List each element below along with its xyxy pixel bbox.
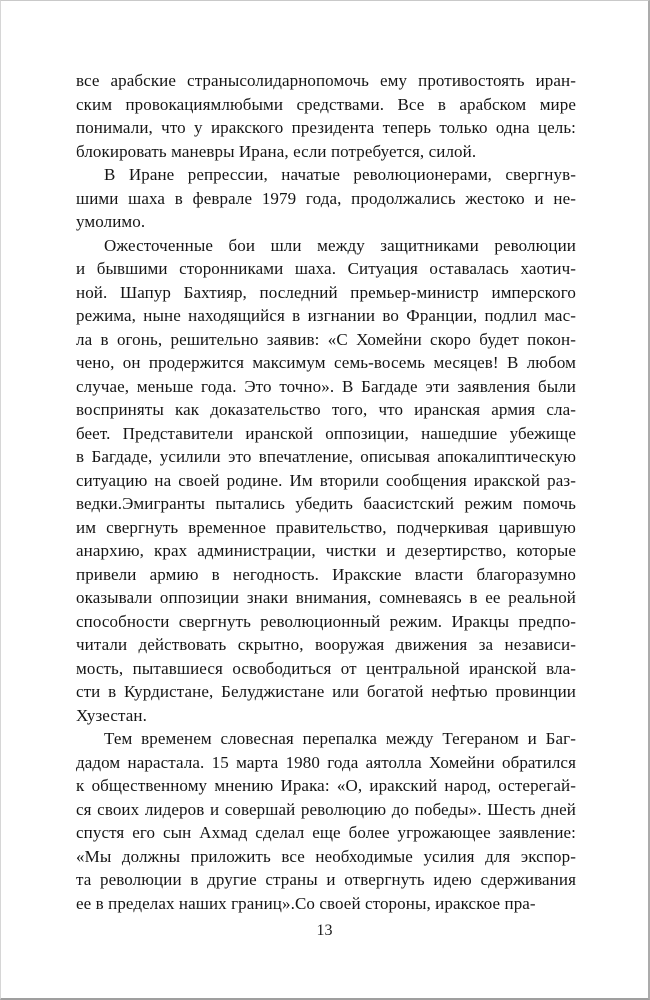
text-line: умолимо. — [76, 212, 146, 231]
text-line: анархию, крах администрации, чистки и дезертирство, которые — [76, 541, 576, 560]
page-number: 13 — [316, 922, 333, 939]
text-line: ной. Шапур Бахтияр, последний премьер-министр имперского — [76, 282, 576, 302]
text-line: В Иране репрессии, начатые революционерами, свергнув- — [104, 165, 576, 184]
text-line: к общественному мнению Ирака: «О, иракский народ, остерегай- — [76, 776, 576, 795]
text-line: ским провокациямлюбыми средствами. Все в арабском мире — [76, 94, 576, 114]
text-line: способности свергнуть революционный режим. Иракцы предпо- — [76, 611, 576, 631]
text-line: понимали, что у иракского президента теперь только одна цель: — [76, 118, 576, 137]
text-line: восприняты как доказательство того, что иранская армия сла- — [76, 400, 576, 419]
text-line: чено, он продержится максимум семь-восемь месяцев! В любом — [76, 353, 576, 372]
text-line: Ожесточенные бои шли между защитниками революции — [104, 235, 576, 255]
text-line: им свергнуть временное правительство, подчеркивая царившую — [76, 517, 576, 537]
text-line: оказывали оппозиции знаки внимания, сомневаясь в ее реальной — [76, 588, 576, 607]
page-text — [76, 69, 576, 915]
text-line: «Мы должны приложить все необходимые усилия для экспор- — [76, 846, 576, 866]
text-line: в Багдаде, усилили это впечатление, описывая апокалиптическую — [76, 447, 576, 466]
text-line: все арабские странысолидарнопомочь ему противостоять иран- — [76, 71, 576, 90]
text-line: спустя его сын Ахмад сделал еще более угрожающее заявление: — [76, 823, 576, 842]
text-line: блокировать маневры Ирана, если потребуется, силой. — [76, 141, 477, 161]
paragraph — [76, 69, 576, 163]
text-line: ситуацию на своей родине. Им вторили сообщения иракской раз- — [76, 470, 576, 490]
text-line: ла в огонь, решительно заявив: «С Хомейни скоро будет покон- — [76, 329, 576, 349]
paragraph — [76, 163, 576, 234]
text-line: шими шаха в феврале 1979 года, продолжались жестоко и не- — [76, 188, 576, 208]
text-line: мость, пытавшиеся освободиться от центральной иранской вла- — [76, 658, 576, 678]
text-line: дадом нарастала. 15 марта 1980 года аятолла Хомейни обратился — [76, 752, 576, 772]
paragraph — [76, 727, 576, 915]
text-line: ее в пределах наших границ».Со своей стороны, иракское пра- — [76, 893, 536, 913]
text-line: сти в Курдистане, Белуджистане или богатой нефтью провинции — [76, 682, 576, 701]
text-line: Хузестан. — [76, 705, 147, 725]
text-line: Тем временем словесная перепалка между Тегераном и Баг- — [104, 729, 576, 748]
text-line: случае, меньше года. Это точно». В Багдаде эти заявления были — [76, 376, 576, 396]
paragraph — [76, 234, 576, 728]
text-line: режима, ныне находящийся в изгнании во Франции, подлил мас- — [76, 306, 576, 325]
text-line: ся своих лидеров и совершай революцию до победы». Шесть дней — [76, 799, 576, 819]
text-line: привели армию в негодность. Иракские власти благоразумно — [76, 564, 576, 584]
text-line: ведки.Эмигранты пытались убедить баасистский режим помочь — [76, 494, 576, 513]
text-line: читали действовать скрытно, вооружая движения за независи- — [76, 635, 576, 654]
text-line: беет. Представители иранской оппозиции, нашедшие убежище — [76, 423, 576, 443]
text-line: та революции в другие страны и отвергнуть идею сдерживания — [76, 870, 576, 889]
text-line: и бывшими сторонниками шаха. Ситуация оставалась хаотич- — [76, 259, 576, 278]
